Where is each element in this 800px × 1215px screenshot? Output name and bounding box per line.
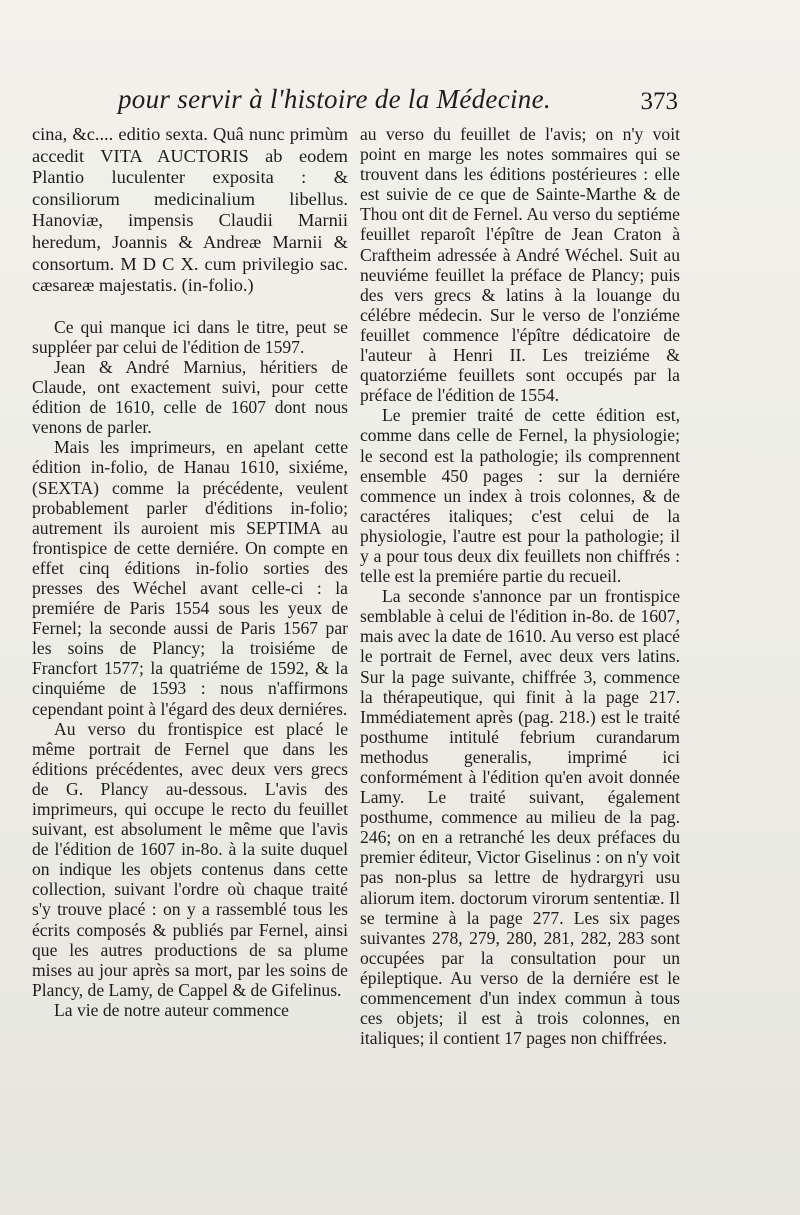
- page-header: [118, 84, 678, 124]
- left-column: [32, 124, 348, 1020]
- page-number: 373: [640, 88, 678, 115]
- paragraph: au verso du feuillet de l'avis; on n'y voit point en marge les notes sommaires qui se trouvent dans les éditions postérieures : elle est suivie de ce que de Sainte-Marthe & de Thou ont dit de Fernel. Au verso du septiéme feuillet reparoît l'épître de Jean Craton à Craftheim adressée à André Wéchel. Suit au neuviéme feuillet la préface de Plancy; puis des vers grecs & latins à la louange du célébre médecin. Sur le verso de l'onziéme feuillet commence l'épître dédicatoire de l'auteur à Henri II. Les treiziéme & quatorziéme feuillets sont occupés par la préface de l'édition de 1554.: [360, 124, 680, 406]
- paragraph: La seconde s'annonce par un frontispice semblable à celui de l'édition in-8o. de 1607, mais avec la date de 1610. Au verso est placé le portrait de Fernel, avec deux vers latins. Sur la page suivante, chiffrée 3, commence la thérapeutique, qui finit à la page 217. Immédiatement après (pag. 218.) est le traité posthume intitulé febrium curandarum methodus generalis, imprimé ici conformément à l'édition qu'en avoit donnée Lamy. Le traité suivant, également posthume, commence au milieu de la pag. 246; on en a retranché les deux préfaces du premier éditeur, Victor Giselinus : on n'y voit pas non-plus sa lettre de hydrargyri usu aliorum item. doctorum virorum sententiæ. Il se termine à la page 277. Les six pages suivantes 278, 279, 280, 281, 282, 283 sont occupées par la consultation pour un épileptique. Au verso de la derniére est le commencement d'un index commun à tous ces objets; il est à trois colonnes, en italiques; il contient 17 pages non chiffrées.: [360, 586, 680, 1049]
- paragraph: Mais les imprimeurs, en apelant cette édition in-folio, de Hanau 1610, sixiéme, (SEXTA) comme la précédente, veulent probablement parler d'éditions in-folio; autrement ils auroient mis SEPTIMA au frontispice de cette derniére. On compte en effet cinq éditions in-folio sorties des presses des Wéchel avant celle-ci : la premiére de Paris 1554 sous les yeux de Fernel; la seconde aussi de Paris 1567 par les soins de Plancy; la troisiéme de Francfort 1577; la quatriéme de 1592, & la cinquiéme de 1593 : nous n'affirmons cependant point à l'égard des deux derniéres.: [32, 437, 348, 719]
- right-column: [360, 124, 680, 1048]
- paragraph: Jean & André Marnius, héritiers de Claude, ont exactement suivi, pour cette édition de 1610, celle de 1607 dont nous venons de parler.: [32, 356, 348, 438]
- paragraph: La vie de notre auteur commence: [54, 999, 289, 1020]
- running-title: pour servir à l'histoire de la Médecine.: [118, 84, 551, 114]
- paragraph: Le premier traité de cette édition est, comme dans celle de Fernel, la physiologie; le second est la pathologie; ils comprennent ensemble 450 pages : sur la derniére commence un index à trois colonnes, & de caractéres italiques; c'est celui de la physiologie, l'autre est pour la pathologie; il y a pour tous deux dix feuillets non chiffrés : telle est la premiére partie du recueil.: [360, 405, 680, 587]
- bibliographic-entry: cina, &c.... editio sexta. Quâ nunc primùm accedit VITA AUCTORIS ab eodem Plantio luculenter exposita : & consiliorum medicinalium libellus. Hanoviæ, impensis Claudii Marnii heredum, Joannis & Andreæ Marnii & consortum. M D C X. cum privilegio sac. cæsareæ majestatis. (in-folio.): [32, 124, 348, 296]
- paragraph: Ce qui manque ici dans le titre, peut se suppléer par celui de l'édition de 1597.: [32, 316, 348, 357]
- paragraph: Au verso du frontispice est placé le même portrait de Fernel que dans les éditions précédentes, avec deux vers grecs de G. Plancy au-dessous. L'avis des imprimeurs, qui occupe le recto du feuillet suivant, est absolument le même que l'avis de l'édition de 1607 in-8o. à la suite duquel on indique les objets contenus dans cette collection, suivant l'ordre où chaque traité s'y trouve placé : on y a rassemblé tous les écrits composés & publiés par Fernel, ainsi que les autres productions de sa plume mises au jour après sa mort, par les soins de Plancy, de Lamy, de Cappel & de Gifelinus.: [32, 718, 348, 1000]
